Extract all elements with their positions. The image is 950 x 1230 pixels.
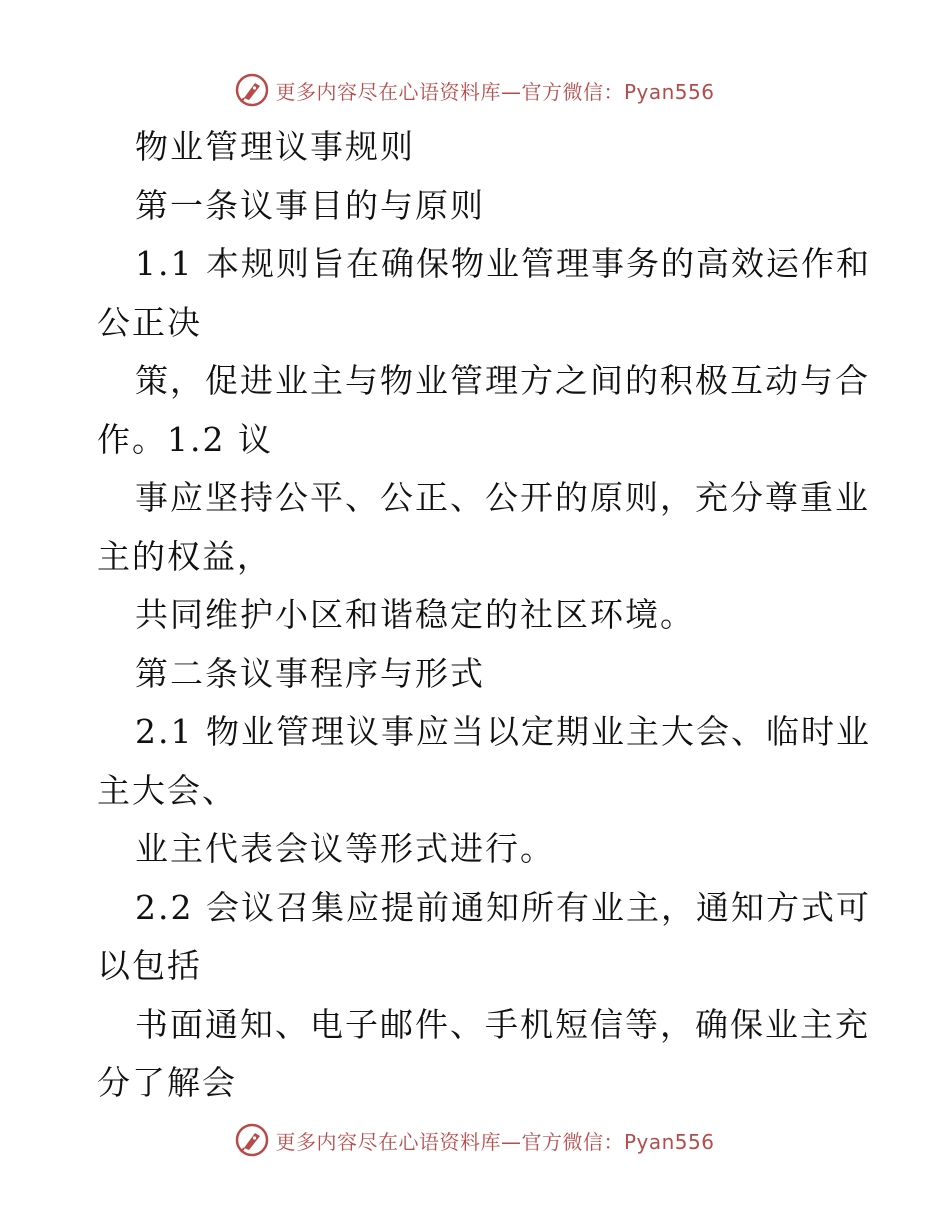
text-line: 物业管理议事规则 bbox=[135, 127, 415, 166]
text-line: 共同维护小区和谐稳定的社区环境。 bbox=[135, 595, 695, 634]
text-line: 作。1.2 议 bbox=[97, 419, 273, 459]
header-watermark-banner bbox=[0, 70, 950, 110]
text-line: 事应坚持公平、公正、公开的原则，充分尊重业 bbox=[135, 478, 870, 517]
text-line: 2.1 物业管理议事应当以定期业主大会、临时业 bbox=[135, 712, 871, 751]
watermark-text: 更多内容尽在心语资料库—官方微信：Pyan556 bbox=[275, 1129, 715, 1154]
pen-nib-icon bbox=[235, 1123, 269, 1157]
text-line: 1.1 本规则旨在确保物业管理事务的高效运作和 bbox=[135, 244, 871, 283]
text-line: 以包括 bbox=[97, 946, 202, 985]
text-line: 公正决 bbox=[97, 302, 202, 342]
text-line: 第二条议事程序与形式 bbox=[135, 653, 485, 693]
text-line: 书面通知、电子邮件、手机短信等，确保业主充 bbox=[135, 1004, 870, 1044]
text-line: 主的权益， bbox=[97, 536, 272, 576]
text-line: 第一条议事目的与原则 bbox=[135, 185, 485, 225]
watermark-text: 更多内容尽在心语资料库—官方微信：Pyan556 bbox=[275, 79, 715, 104]
pen-nib-icon bbox=[235, 73, 269, 107]
text-line: 主大会、 bbox=[97, 770, 237, 810]
text-line: 2.2 会议召集应提前通知所有业主，通知方式可 bbox=[135, 887, 871, 927]
text-line: 策，促进业主与物业管理方之间的积极互动与合 bbox=[135, 361, 870, 400]
text-line: 分了解会 bbox=[97, 1063, 237, 1102]
text-line: 业主代表会议等形式进行。 bbox=[135, 829, 555, 868]
footer-watermark-banner bbox=[0, 1120, 950, 1160]
document-body bbox=[97, 118, 871, 1113]
